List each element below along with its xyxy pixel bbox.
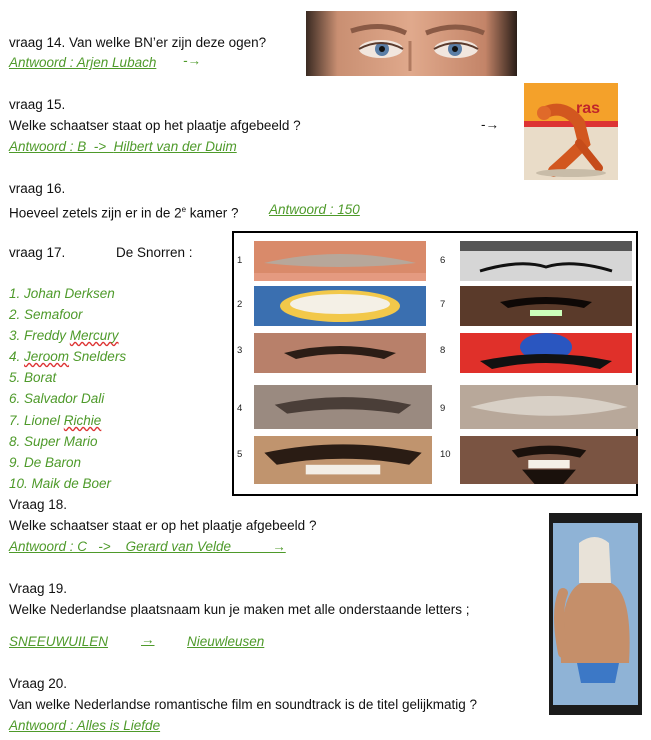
list-item: 10. Maik de Boer	[9, 476, 112, 491]
grid-number: 8	[440, 345, 446, 356]
grid-number: 2	[237, 299, 243, 310]
answer-16: Antwoord : 150	[269, 202, 360, 217]
list-item: 3. Freddy Mercury	[9, 328, 119, 343]
question-16: Hoeveel zetels zijn er in de 2e kamer ?	[9, 205, 239, 221]
answer-18: Antwoord : C -> Gerard van Velde →	[9, 539, 286, 554]
moustache-image	[254, 241, 426, 281]
arrow-14: -→	[183, 53, 201, 68]
answer-14: Antwoord : Arjen Lubach	[9, 55, 157, 70]
eyes-photo	[306, 11, 517, 76]
question-17-label: vraag 17.	[9, 245, 66, 260]
answer-19-letters: SNEEUWUILEN	[9, 634, 109, 649]
grid-number: 6	[440, 255, 446, 266]
question-19: Welke Nederlandse plaatsnaam kun je maken met alle onderstaande letters ;	[9, 602, 470, 617]
grid-number: 4	[237, 403, 243, 414]
list-item: 9. De Baron	[9, 455, 82, 470]
list-item: 4. Jeroom Snelders	[9, 349, 127, 364]
question-18: Welke schaatser staat er op het plaatje afgebeeld ?	[9, 518, 317, 533]
question-15: Welke schaatser staat op het plaatje afgebeeld ?	[9, 118, 301, 133]
moustache-image	[254, 286, 426, 326]
answer-19: Nieuwleusen	[187, 634, 265, 649]
list-item: 6. Salvador Dali	[9, 391, 105, 406]
list-item: 2. Semafoor	[9, 307, 83, 322]
arrow-19: →	[141, 632, 155, 647]
skater-cartoon-photo	[549, 513, 642, 715]
question-18-label: Vraag 18.	[9, 497, 68, 512]
grid-number: 9	[440, 403, 446, 414]
question-16-label: vraag 16.	[9, 181, 66, 196]
arrow-15: -→	[481, 117, 499, 132]
moustache-image	[254, 333, 426, 373]
list-item: 7. Lionel Richie	[9, 413, 102, 428]
answer-15: Antwoord : B -> Hilbert van der Duim	[9, 139, 237, 154]
question-20-label: Vraag 20.	[9, 676, 68, 691]
question-17-title: De Snorren :	[116, 245, 193, 260]
skater-photo	[524, 83, 618, 180]
moustache-image	[460, 241, 632, 281]
list-item: 5. Borat	[9, 370, 57, 385]
grid-number: 10	[440, 449, 451, 460]
question-19-label: Vraag 19.	[9, 581, 68, 596]
moustache-image	[460, 333, 632, 373]
question-15-label: vraag 15.	[9, 97, 66, 112]
moustache-image	[254, 436, 432, 484]
moustache-image	[254, 385, 432, 429]
question-14: vraag 14. Van welke BN’er zijn deze ogen?	[9, 35, 267, 50]
list-item: 1. Johan Derksen	[9, 286, 115, 301]
grid-number: 1	[237, 255, 243, 266]
grid-number: 3	[237, 345, 243, 356]
question-20: Van welke Nederlandse romantische film en soundtrack is de titel gelijkmatig ?	[9, 697, 477, 712]
moustache-image	[460, 436, 638, 484]
grid-number: 7	[440, 299, 446, 310]
list-item: 8. Super Mario	[9, 434, 98, 449]
moustache-image	[460, 286, 632, 326]
svg-text:ras: ras	[576, 100, 601, 117]
moustache-image	[460, 385, 638, 429]
moustache-grid	[232, 231, 638, 496]
answer-20: Antwoord : Alles is Liefde	[9, 718, 161, 733]
grid-number: 5	[237, 449, 243, 460]
